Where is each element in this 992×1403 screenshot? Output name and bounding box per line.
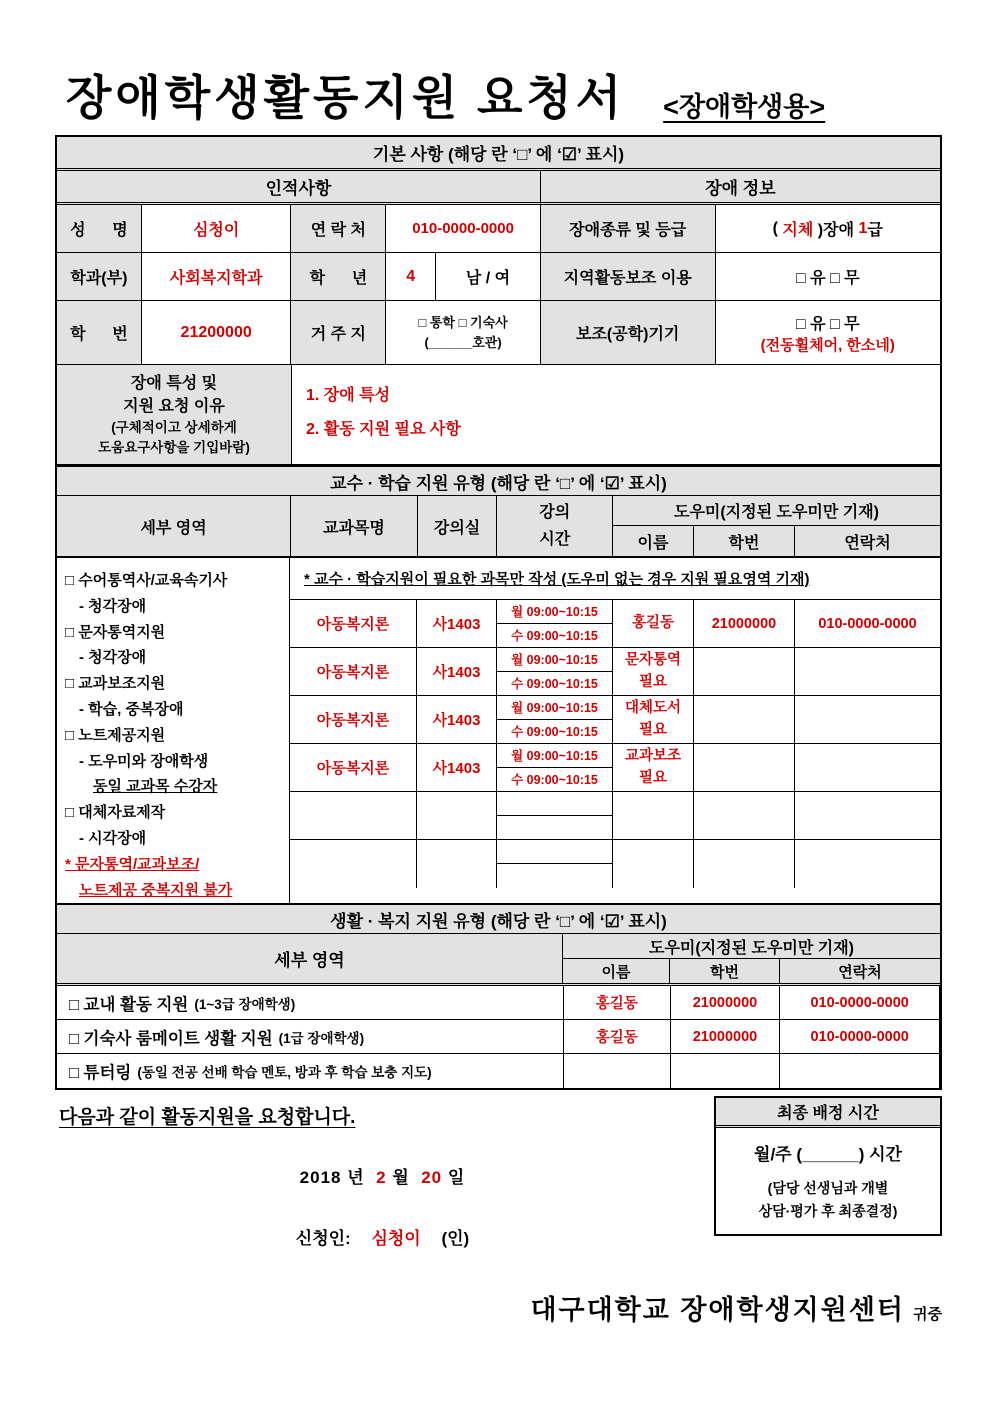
helper-name-cell: [613, 840, 694, 888]
course-rows: [290, 558, 940, 903]
col-helper: 도우미(지정된 도우미만 기재): [613, 496, 940, 526]
time-cell: [497, 840, 613, 888]
time-slot-2: [497, 864, 612, 888]
date-month: 2: [376, 1168, 387, 1188]
name-row: [57, 205, 940, 253]
person-info-header: 인적사항: [57, 171, 541, 205]
final-assignment-hours: 월/주 (______) 시간: [754, 1145, 902, 1165]
characteristics-label: [57, 365, 292, 465]
helper-contact-cell: [795, 648, 940, 695]
welfare-helper-id: 21000000: [671, 1020, 781, 1053]
welfare-helper-name: 홍길동: [564, 1020, 671, 1053]
time-slot-2: 수 09:00~10:15: [511, 629, 598, 644]
col-helper-id: 학번: [694, 526, 795, 556]
helper-contact-cell: [795, 744, 940, 791]
welfare-row: [57, 986, 940, 1020]
welfare-option-dorm-roommate[interactable]: [57, 1020, 564, 1053]
date-year: 2018: [299, 1168, 342, 1188]
grade-type: 지체: [782, 222, 814, 239]
welfare-helper-id: 21000000: [671, 986, 781, 1019]
final-assignment-note-line2: 상담·평가 후 최종결정): [758, 1202, 898, 1219]
helper-name-line2: 필요: [638, 721, 667, 738]
course-table-body: [57, 558, 940, 903]
helper-id-cell: 21000000: [694, 600, 795, 647]
col-class-time-line2: 시간: [539, 531, 571, 548]
col-helper-contact: 연락처: [844, 534, 891, 552]
welfare-option-tutoring[interactable]: [57, 1054, 564, 1088]
residence-label: 거 주 지: [291, 301, 386, 365]
time-slot-1: [497, 792, 612, 816]
student-id-label: 학 번: [57, 301, 142, 365]
contact-value: 010-0000-0000: [386, 205, 541, 253]
characteristics-label-line2: 지원 요청 이유: [123, 397, 225, 415]
helper-name-line1: 교과보조: [624, 747, 682, 764]
residence-dorm-blank: (______호관): [424, 334, 502, 350]
course-row: [290, 744, 940, 792]
category-subject-assist-sub: - 학습, 중복장애: [79, 700, 184, 718]
grade-post: 급: [867, 222, 883, 239]
gender-value: 남 / 여: [436, 253, 541, 301]
helper-id-cell: [694, 744, 795, 791]
characteristics-content: [292, 365, 940, 465]
disability-grade-label: 장애종류 및 등급: [541, 205, 716, 253]
welfare-row: [57, 1054, 940, 1088]
helper-id-cell: [694, 792, 795, 839]
final-assignment-title: 최종 배정 시간: [716, 1098, 940, 1128]
duplicate-support-note-line1: * 문자통역/교과보조/: [65, 855, 200, 873]
category-note-taking-sub2: 동일 교과목 수강자: [93, 778, 218, 796]
date-day-unit: 일: [447, 1168, 466, 1188]
final-assignment-body: [716, 1128, 940, 1222]
category-text-interpretation[interactable]: □ 문자통역지원: [65, 623, 166, 641]
helper-contact-cell: [795, 696, 940, 743]
category-subject-assist[interactable]: □ 교과보조지원: [65, 675, 166, 693]
support-category-list: [57, 558, 290, 903]
characteristics-label-line4: 도움요구사항을 기입바람): [98, 439, 250, 455]
time-slot-2: [497, 816, 612, 840]
characteristics-label-line3: (구체적이고 상세하게: [111, 420, 237, 436]
title-block: [0, 0, 992, 123]
year-label: 학 년: [291, 253, 386, 301]
category-sign-interpreter-sub: - 청각장애: [79, 597, 147, 615]
date-line: [55, 1163, 710, 1188]
assistive-device-examples: (전동휠체어, 한소네): [760, 336, 895, 354]
bottom-section: [55, 1096, 942, 1249]
col-helper-group: [613, 496, 940, 556]
welfare-option-label[interactable]: □ 기숙사 룸메이트 생활 지원: [69, 1029, 273, 1048]
dept-label: 학과(부): [57, 253, 142, 301]
contact-label: 연 락 처: [291, 205, 386, 253]
col-class-time: [497, 496, 613, 556]
room-cell: [417, 792, 497, 839]
welfare-col-contact: 연락처: [838, 963, 882, 981]
category-alt-materials-sub: - 시각장애: [79, 829, 147, 847]
student-id-row: [57, 301, 940, 365]
welfare-col-helper-subcols: [563, 959, 940, 983]
helper-name-cell: [613, 600, 694, 647]
room-cell: 사1403: [417, 600, 497, 647]
welfare-table-header: [57, 934, 940, 986]
course-row: [290, 840, 940, 888]
grade-mid: )장애: [813, 222, 859, 239]
time-slot-1: 월 09:00~10:15: [497, 648, 612, 672]
time-slot-1: 월 09:00~10:15: [497, 744, 612, 768]
welfare-section-header: 생활 · 복지 지원 유형 (해당 란 ‘□’ 에 ‘☑’ 표시): [57, 903, 940, 934]
welfare-col-helper-group: [563, 934, 940, 983]
helper-name-line2: 필요: [638, 673, 667, 690]
date-day: 20: [421, 1168, 443, 1188]
time-cell: [497, 600, 613, 647]
welfare-option-sub: (1급 장애학생): [278, 1030, 365, 1046]
welfare-helper-id: [671, 1054, 781, 1088]
helper-name-cell: [613, 792, 694, 839]
characteristics-entry-1: 1. 장애 특성: [306, 387, 391, 404]
time-slot-1: 월 09:00~10:15: [497, 696, 612, 720]
helper-id-cell: [694, 840, 795, 888]
helper-name-line1: 문자통역: [624, 651, 682, 668]
helper-name-line1: 대체도서: [624, 699, 682, 716]
welfare-col-helper: 도우미(지정된 도우미만 기재): [563, 934, 940, 959]
footer-organization: 대구대학교 장애학생지원센터: [530, 1295, 906, 1325]
category-text-interpretation-sub: - 청각장애: [79, 649, 147, 667]
welfare-option-label[interactable]: □ 튜터링: [69, 1064, 132, 1083]
col-detail-area: 세부 영역: [57, 496, 291, 556]
grade-num: 1: [858, 219, 868, 237]
time-cell: [497, 648, 613, 695]
footer: [530, 1288, 942, 1327]
closing-block: [55, 1096, 710, 1249]
col-helper-subcols: [613, 526, 940, 556]
helper-name-cell: [613, 648, 694, 695]
col-subject: 교과목명: [291, 496, 418, 556]
room-cell: [417, 840, 497, 888]
helper-name-cell: [613, 744, 694, 791]
course-table-note: * 교수 · 학습지원이 필요한 과목만 작성 (도우미 없는 경우 지원 필요영역 기재): [290, 558, 940, 600]
applicant-label: 신청인:: [295, 1229, 351, 1249]
request-statement: 다음과 같이 활동지원을 요청합니다.: [59, 1107, 356, 1129]
helper-name-line2: 필요: [638, 769, 667, 786]
basic-section-header: 기본 사항 (해당 란 ‘□’ 에 ‘☑’ 표시): [57, 137, 940, 171]
grade-pre: (: [772, 219, 783, 237]
welfare-col-detail: 세부 영역: [57, 934, 563, 983]
teaching-section-header: 교수 · 학습 지원 유형 (해당 란 ‘□’ 에 ‘☑’ 표시): [57, 465, 940, 496]
time-slot-1: [497, 840, 612, 864]
community-support-checkboxes[interactable]: □ 유 □ 무: [716, 253, 940, 301]
welfare-col-id: 학번: [670, 959, 780, 983]
category-sign-interpreter[interactable]: □ 수어통역사/교육속기사: [65, 572, 228, 589]
subject-cell: [290, 792, 417, 839]
time-slot-2: 수 09:00~10:15: [511, 725, 598, 740]
welfare-row: [57, 1020, 940, 1054]
characteristics-entry-2: 2. 활동 지원 필요 사항: [306, 420, 461, 438]
course-table-header: [57, 496, 940, 558]
subject-cell: [290, 840, 417, 888]
helper-id-cell: [694, 648, 795, 695]
characteristics-label-line1: 장애 특성 및: [130, 374, 218, 392]
name-value: 심청이: [142, 205, 292, 253]
welfare-option-label[interactable]: □ 교내 활동 지원: [69, 995, 189, 1014]
final-assignment-note-line1: (담당 선생님과 개별: [767, 1180, 889, 1197]
time-cell: [497, 744, 613, 791]
community-support-label: 지역활동보조 이용: [541, 253, 716, 301]
disability-grade-value: [716, 205, 940, 253]
time-cell: [497, 792, 613, 839]
welfare-option-sub: (동일 전공 선배 학습 멘토, 방과 후 학습 보충 지도): [137, 1065, 432, 1081]
date-month-unit: 월: [392, 1168, 410, 1188]
characteristics-row: [57, 365, 940, 465]
subject-cell: 아동복지론: [290, 600, 417, 647]
student-id-value: 21200000: [142, 301, 292, 365]
title-tag: <장애학생용>: [663, 91, 826, 122]
welfare-helper-name: 홍길동: [564, 986, 671, 1019]
duplicate-support-note-line2: 노트제공 중복지원 불가: [79, 881, 233, 899]
welfare-option-campus-activity[interactable]: [57, 986, 564, 1019]
final-assignment-note: [716, 1177, 940, 1222]
time-cell: [497, 696, 613, 743]
seal-mark: (인): [441, 1229, 470, 1249]
page-title: 장애학생활동지원 요청서: [66, 73, 626, 125]
helper-contact-cell: 010-0000-0000: [818, 615, 917, 632]
footer-suffix: 귀중: [913, 1306, 942, 1323]
subject-cell: 아동복지론: [290, 696, 417, 743]
helper-name-line1: 홍길동: [631, 614, 675, 631]
course-row: [290, 792, 940, 840]
category-note-taking-sub1: - 도우미와 장애학생: [79, 752, 209, 770]
name-label: 성 명: [57, 205, 142, 253]
time-slot-2: 수 09:00~10:15: [511, 773, 598, 788]
category-alt-materials[interactable]: □ 대체자료제작: [65, 804, 166, 822]
assistive-device-checkboxes[interactable]: □ 유 □ 무: [795, 315, 860, 333]
applicant-name: 심청이: [371, 1229, 421, 1249]
col-helper-name: 이름: [613, 526, 694, 556]
final-assignment-box: [714, 1096, 942, 1236]
col-class-time-line1: 강의: [539, 503, 571, 521]
course-row: [290, 648, 940, 696]
welfare-helper-contact: [780, 1054, 940, 1088]
room-cell: 사1403: [417, 744, 497, 791]
category-note-taking[interactable]: □ 노트제공지원: [65, 726, 166, 744]
dept-value: 사회복지학과: [142, 253, 292, 301]
applicant-line: [55, 1224, 710, 1249]
residence-options[interactable]: □ 통학 □ 기숙사: [418, 315, 508, 330]
assistive-device-label: 보조(공학)기기: [541, 301, 716, 365]
residence-checkboxes[interactable]: [386, 301, 541, 365]
welfare-col-name: 이름: [563, 959, 670, 983]
subject-cell: 아동복지론: [290, 744, 417, 791]
date-year-unit: 년: [347, 1168, 365, 1188]
col-room: 강의실: [418, 496, 498, 556]
course-row: [290, 600, 940, 648]
welfare-option-sub: (1~3급 장애학생): [194, 996, 296, 1012]
course-row: [290, 696, 940, 744]
welfare-helper-name: [564, 1054, 671, 1088]
helper-name-cell: [613, 696, 694, 743]
helper-id-cell: [694, 696, 795, 743]
form-table: [55, 135, 942, 1090]
room-cell: 사1403: [417, 648, 497, 695]
dept-row: [57, 253, 940, 301]
subsection-header-row: [57, 171, 940, 205]
time-slot-2: 수 09:00~10:15: [511, 677, 598, 692]
time-slot-1: 월 09:00~10:15: [497, 600, 612, 624]
year-value: 4: [386, 253, 436, 301]
helper-contact-cell: [795, 840, 940, 888]
room-cell: 사1403: [417, 696, 497, 743]
welfare-helper-contact: 010-0000-0000: [780, 986, 940, 1019]
subject-cell: 아동복지론: [290, 648, 417, 695]
assistive-device-value[interactable]: [716, 301, 940, 365]
helper-contact-cell: [795, 792, 940, 839]
welfare-helper-contact: 010-0000-0000: [780, 1020, 940, 1053]
disability-info-header: 장애 정보: [541, 171, 940, 205]
